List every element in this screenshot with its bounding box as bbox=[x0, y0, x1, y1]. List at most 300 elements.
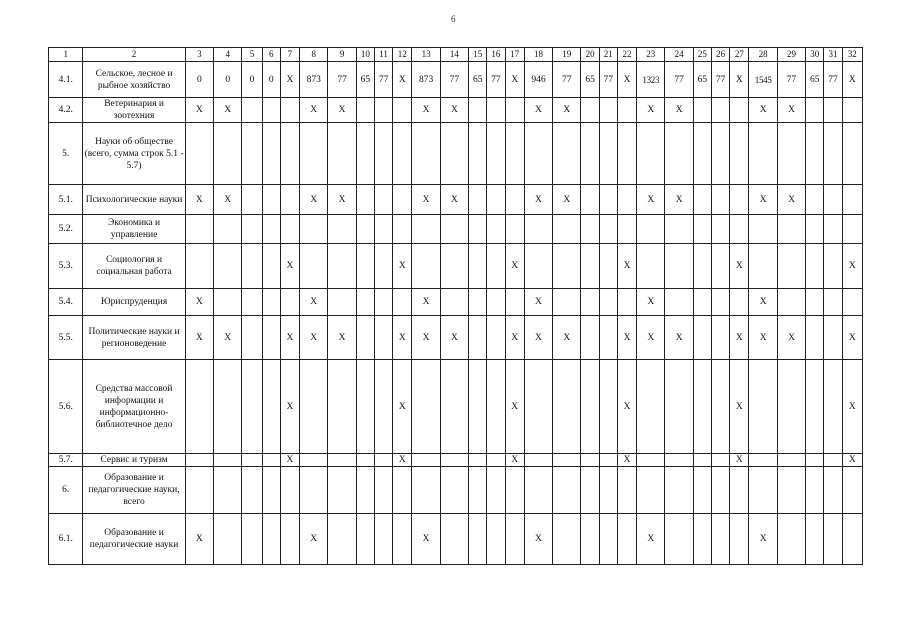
data-cell bbox=[356, 360, 374, 454]
data-cell bbox=[214, 123, 242, 185]
row-label: Политические науки и регионоведение bbox=[83, 316, 185, 360]
data-cell bbox=[693, 98, 711, 123]
data-cell bbox=[777, 244, 805, 289]
data-cell bbox=[440, 123, 468, 185]
data-cell bbox=[806, 244, 824, 289]
data-cell bbox=[262, 123, 280, 185]
data-cell bbox=[487, 360, 505, 454]
data-cell bbox=[469, 185, 487, 215]
data-cell bbox=[356, 215, 374, 244]
data-cell bbox=[242, 185, 262, 215]
data-cell bbox=[374, 244, 392, 289]
data-cell: 0 bbox=[185, 62, 213, 98]
data-cell: X bbox=[505, 454, 524, 467]
data-cell bbox=[328, 289, 356, 316]
row-code: 5.3. bbox=[49, 244, 83, 289]
table-row bbox=[49, 514, 863, 565]
data-cell bbox=[280, 215, 299, 244]
data-cell: X bbox=[777, 98, 805, 123]
data-cell bbox=[553, 514, 581, 565]
data-cell bbox=[262, 514, 280, 565]
data-cell: 77 bbox=[824, 62, 842, 98]
data-cell bbox=[842, 185, 862, 215]
data-cell: 873 bbox=[300, 62, 328, 98]
data-cell: X bbox=[749, 289, 777, 316]
data-cell bbox=[617, 185, 636, 215]
data-cell bbox=[374, 289, 392, 316]
data-cell: X bbox=[280, 316, 299, 360]
data-cell: X bbox=[393, 316, 412, 360]
data-cell bbox=[469, 215, 487, 244]
data-cell bbox=[806, 289, 824, 316]
data-cell: X bbox=[617, 316, 636, 360]
data-cell bbox=[777, 215, 805, 244]
data-cell bbox=[440, 289, 468, 316]
data-cell bbox=[374, 467, 392, 514]
data-cell bbox=[262, 360, 280, 454]
data-cell: X bbox=[412, 185, 440, 215]
data-cell bbox=[712, 244, 730, 289]
data-cell bbox=[749, 454, 777, 467]
data-cell: X bbox=[665, 98, 693, 123]
data-cell bbox=[806, 316, 824, 360]
row-label: Сельское, лесное и рыбное хозяйство bbox=[83, 62, 185, 98]
data-cell: X bbox=[553, 316, 581, 360]
data-cell bbox=[280, 514, 299, 565]
data-cell bbox=[505, 467, 524, 514]
data-cell bbox=[842, 215, 862, 244]
data-cell bbox=[356, 316, 374, 360]
data-cell bbox=[665, 289, 693, 316]
data-cell bbox=[712, 185, 730, 215]
data-cell: X bbox=[214, 316, 242, 360]
data-cell bbox=[749, 467, 777, 514]
data-cell bbox=[280, 123, 299, 185]
row-label: Ветеринария и зоотехния bbox=[83, 98, 185, 123]
row-label: Средства массовой информации и информационно-библиотечное дело bbox=[83, 360, 185, 454]
data-cell bbox=[599, 360, 617, 454]
data-cell bbox=[581, 215, 599, 244]
data-cell: X bbox=[328, 185, 356, 215]
data-cell bbox=[469, 514, 487, 565]
data-cell bbox=[553, 244, 581, 289]
data-cell: X bbox=[280, 244, 299, 289]
data-cell: X bbox=[842, 244, 862, 289]
data-cell bbox=[553, 215, 581, 244]
table-row bbox=[49, 244, 863, 289]
data-cell: 77 bbox=[712, 62, 730, 98]
data-cell bbox=[842, 98, 862, 123]
data-cell: X bbox=[637, 514, 665, 565]
data-cell bbox=[262, 289, 280, 316]
row-label: Образование и педагогические науки, всего bbox=[83, 467, 185, 514]
row-code: 4.1. bbox=[49, 62, 83, 98]
data-cell bbox=[553, 289, 581, 316]
column-number-header: 4 bbox=[214, 48, 242, 62]
data-cell bbox=[824, 98, 842, 123]
data-cell bbox=[553, 467, 581, 514]
data-cell bbox=[637, 123, 665, 185]
data-cell bbox=[393, 467, 412, 514]
data-cell: X bbox=[328, 316, 356, 360]
data-cell bbox=[581, 316, 599, 360]
data-cell: X bbox=[749, 185, 777, 215]
data-cell: 0 bbox=[214, 62, 242, 98]
data-cell: X bbox=[185, 185, 213, 215]
data-cell bbox=[242, 244, 262, 289]
data-cell bbox=[242, 316, 262, 360]
data-cell bbox=[712, 215, 730, 244]
data-cell bbox=[393, 123, 412, 185]
data-cell: X bbox=[730, 360, 749, 454]
data-cell bbox=[665, 123, 693, 185]
data-cell: X bbox=[440, 98, 468, 123]
data-cell bbox=[300, 123, 328, 185]
data-cell bbox=[665, 360, 693, 454]
data-cell bbox=[842, 514, 862, 565]
data-cell bbox=[824, 454, 842, 467]
data-cell bbox=[242, 123, 262, 185]
data-cell bbox=[356, 244, 374, 289]
data-cell bbox=[440, 514, 468, 565]
data-cell: X bbox=[505, 244, 524, 289]
data-cell bbox=[599, 289, 617, 316]
data-cell bbox=[242, 215, 262, 244]
data-cell bbox=[487, 244, 505, 289]
data-cell bbox=[599, 514, 617, 565]
data-cell: X bbox=[777, 185, 805, 215]
data-cell: X bbox=[524, 514, 552, 565]
column-number-header: 12 bbox=[393, 48, 412, 62]
table-row bbox=[49, 360, 863, 454]
data-cell bbox=[693, 289, 711, 316]
data-cell bbox=[581, 467, 599, 514]
data-cell: 0 bbox=[262, 62, 280, 98]
data-cell: X bbox=[300, 185, 328, 215]
row-label: Сервис и туризм bbox=[83, 454, 185, 467]
data-cell bbox=[185, 467, 213, 514]
table-header-row bbox=[49, 48, 863, 62]
data-cell bbox=[712, 514, 730, 565]
data-cell bbox=[553, 123, 581, 185]
data-cell bbox=[581, 123, 599, 185]
data-cell bbox=[356, 123, 374, 185]
data-cell bbox=[280, 467, 299, 514]
data-cell bbox=[524, 454, 552, 467]
data-cell bbox=[693, 467, 711, 514]
row-label: Социология и социальная работа bbox=[83, 244, 185, 289]
data-cell: X bbox=[842, 360, 862, 454]
table-row bbox=[49, 98, 863, 123]
data-cell bbox=[599, 244, 617, 289]
data-cell bbox=[262, 244, 280, 289]
data-cell: X bbox=[300, 316, 328, 360]
data-cell bbox=[469, 360, 487, 454]
data-cell bbox=[637, 244, 665, 289]
data-cell: 65 bbox=[693, 62, 711, 98]
data-cell: X bbox=[842, 62, 862, 98]
statistics-table bbox=[48, 47, 863, 565]
data-cell bbox=[185, 360, 213, 454]
data-cell bbox=[374, 454, 392, 467]
data-cell bbox=[469, 98, 487, 123]
data-cell: X bbox=[440, 185, 468, 215]
data-cell bbox=[842, 289, 862, 316]
data-cell bbox=[328, 360, 356, 454]
column-number-header: 1 bbox=[49, 48, 83, 62]
column-number-header: 19 bbox=[553, 48, 581, 62]
data-cell bbox=[487, 467, 505, 514]
data-cell bbox=[693, 454, 711, 467]
data-cell: X bbox=[730, 454, 749, 467]
data-cell bbox=[356, 514, 374, 565]
data-cell bbox=[487, 98, 505, 123]
data-cell: X bbox=[842, 454, 862, 467]
table-row bbox=[49, 123, 863, 185]
data-cell bbox=[505, 98, 524, 123]
data-cell bbox=[599, 185, 617, 215]
row-label: Юриспруденция bbox=[83, 289, 185, 316]
data-cell bbox=[777, 514, 805, 565]
data-cell bbox=[524, 360, 552, 454]
column-number-header: 8 bbox=[300, 48, 328, 62]
data-cell: 77 bbox=[440, 62, 468, 98]
data-cell bbox=[824, 215, 842, 244]
data-cell: X bbox=[185, 514, 213, 565]
data-cell bbox=[505, 514, 524, 565]
data-cell bbox=[824, 316, 842, 360]
data-cell: 77 bbox=[328, 62, 356, 98]
data-cell bbox=[712, 467, 730, 514]
row-code: 5.7. bbox=[49, 454, 83, 467]
data-cell bbox=[280, 98, 299, 123]
column-number-header: 26 bbox=[712, 48, 730, 62]
data-cell bbox=[777, 123, 805, 185]
data-cell bbox=[469, 454, 487, 467]
data-cell: 65 bbox=[469, 62, 487, 98]
data-cell: X bbox=[617, 244, 636, 289]
data-cell bbox=[487, 123, 505, 185]
data-cell bbox=[665, 244, 693, 289]
data-cell: 65 bbox=[581, 62, 599, 98]
data-cell bbox=[824, 360, 842, 454]
data-cell bbox=[328, 215, 356, 244]
data-cell bbox=[712, 98, 730, 123]
data-cell: X bbox=[300, 514, 328, 565]
table-row bbox=[49, 215, 863, 244]
data-cell bbox=[617, 467, 636, 514]
data-cell bbox=[262, 185, 280, 215]
column-number-header: 14 bbox=[440, 48, 468, 62]
data-cell bbox=[599, 467, 617, 514]
data-cell bbox=[393, 185, 412, 215]
row-code: 5. bbox=[49, 123, 83, 185]
data-cell bbox=[469, 244, 487, 289]
column-number-header: 16 bbox=[487, 48, 505, 62]
data-cell bbox=[185, 123, 213, 185]
data-cell bbox=[824, 514, 842, 565]
data-cell bbox=[665, 514, 693, 565]
data-cell bbox=[487, 454, 505, 467]
data-cell bbox=[300, 360, 328, 454]
data-cell bbox=[505, 289, 524, 316]
data-cell bbox=[637, 215, 665, 244]
column-number-header: 11 bbox=[374, 48, 392, 62]
data-cell bbox=[412, 244, 440, 289]
column-number-header: 18 bbox=[524, 48, 552, 62]
data-cell: X bbox=[280, 454, 299, 467]
row-code: 5.5. bbox=[49, 316, 83, 360]
data-cell bbox=[487, 185, 505, 215]
data-cell bbox=[393, 514, 412, 565]
data-cell: X bbox=[412, 514, 440, 565]
data-cell bbox=[412, 215, 440, 244]
data-cell: X bbox=[553, 185, 581, 215]
data-cell bbox=[412, 454, 440, 467]
column-number-header: 31 bbox=[824, 48, 842, 62]
data-cell bbox=[469, 316, 487, 360]
data-cell: 77 bbox=[599, 62, 617, 98]
data-cell: 77 bbox=[374, 62, 392, 98]
data-cell bbox=[214, 514, 242, 565]
data-cell bbox=[599, 215, 617, 244]
data-cell bbox=[262, 467, 280, 514]
column-number-header: 21 bbox=[599, 48, 617, 62]
data-cell: X bbox=[185, 316, 213, 360]
data-cell bbox=[440, 454, 468, 467]
data-cell bbox=[730, 185, 749, 215]
data-cell bbox=[599, 454, 617, 467]
data-cell bbox=[693, 244, 711, 289]
column-number-header: 3 bbox=[185, 48, 213, 62]
table-row bbox=[49, 454, 863, 467]
data-cell: X bbox=[665, 316, 693, 360]
data-cell bbox=[524, 215, 552, 244]
data-cell: 77 bbox=[665, 62, 693, 98]
table-row bbox=[49, 467, 863, 514]
data-cell bbox=[637, 360, 665, 454]
data-cell bbox=[214, 215, 242, 244]
data-cell bbox=[374, 215, 392, 244]
data-cell: X bbox=[393, 360, 412, 454]
data-cell bbox=[712, 316, 730, 360]
data-cell bbox=[328, 244, 356, 289]
column-number-header: 6 bbox=[262, 48, 280, 62]
data-cell bbox=[185, 215, 213, 244]
data-cell bbox=[262, 98, 280, 123]
row-code: 5.1. bbox=[49, 185, 83, 215]
data-cell bbox=[440, 244, 468, 289]
data-cell: X bbox=[617, 62, 636, 98]
data-cell bbox=[581, 289, 599, 316]
data-cell bbox=[524, 123, 552, 185]
data-cell bbox=[842, 123, 862, 185]
data-cell: X bbox=[393, 454, 412, 467]
data-cell bbox=[487, 215, 505, 244]
data-cell bbox=[693, 215, 711, 244]
data-cell bbox=[693, 316, 711, 360]
data-cell bbox=[469, 467, 487, 514]
data-cell bbox=[356, 185, 374, 215]
data-cell bbox=[777, 289, 805, 316]
data-cell bbox=[214, 360, 242, 454]
data-cell bbox=[412, 360, 440, 454]
data-cell bbox=[617, 98, 636, 123]
data-cell bbox=[806, 514, 824, 565]
data-cell bbox=[185, 454, 213, 467]
data-cell bbox=[599, 123, 617, 185]
data-cell bbox=[374, 185, 392, 215]
data-cell bbox=[242, 514, 262, 565]
data-cell bbox=[824, 244, 842, 289]
data-cell bbox=[328, 123, 356, 185]
data-cell: X bbox=[637, 316, 665, 360]
data-cell bbox=[214, 467, 242, 514]
data-cell bbox=[599, 316, 617, 360]
column-number-header: 28 bbox=[749, 48, 777, 62]
data-cell bbox=[665, 467, 693, 514]
data-cell: X bbox=[553, 98, 581, 123]
data-cell bbox=[440, 215, 468, 244]
data-cell: X bbox=[524, 185, 552, 215]
column-number-header: 9 bbox=[328, 48, 356, 62]
data-cell bbox=[806, 98, 824, 123]
data-cell bbox=[777, 454, 805, 467]
data-cell: X bbox=[412, 98, 440, 123]
data-cell: X bbox=[185, 289, 213, 316]
row-label: Образование и педагогические науки bbox=[83, 514, 185, 565]
data-cell bbox=[440, 467, 468, 514]
data-cell: X bbox=[730, 316, 749, 360]
data-cell bbox=[242, 98, 262, 123]
data-cell: X bbox=[665, 185, 693, 215]
row-code: 4.2. bbox=[49, 98, 83, 123]
data-cell bbox=[505, 215, 524, 244]
data-cell bbox=[280, 289, 299, 316]
column-number-header: 29 bbox=[777, 48, 805, 62]
data-cell bbox=[524, 244, 552, 289]
data-cell bbox=[665, 215, 693, 244]
column-number-header: 13 bbox=[412, 48, 440, 62]
data-cell bbox=[328, 454, 356, 467]
data-cell: X bbox=[412, 289, 440, 316]
data-cell bbox=[487, 316, 505, 360]
column-number-header: 25 bbox=[693, 48, 711, 62]
data-cell bbox=[374, 514, 392, 565]
data-cell bbox=[487, 289, 505, 316]
data-cell: 0 bbox=[242, 62, 262, 98]
data-cell bbox=[374, 316, 392, 360]
data-cell bbox=[693, 360, 711, 454]
data-cell bbox=[581, 514, 599, 565]
data-cell bbox=[806, 360, 824, 454]
data-cell bbox=[824, 289, 842, 316]
data-cell bbox=[749, 123, 777, 185]
column-number-header: 10 bbox=[356, 48, 374, 62]
data-cell bbox=[356, 454, 374, 467]
data-cell bbox=[469, 123, 487, 185]
data-cell bbox=[242, 454, 262, 467]
data-cell: X bbox=[524, 98, 552, 123]
data-cell bbox=[665, 454, 693, 467]
column-number-header: 24 bbox=[665, 48, 693, 62]
data-cell bbox=[730, 215, 749, 244]
column-number-header: 7 bbox=[280, 48, 299, 62]
data-cell bbox=[262, 215, 280, 244]
data-cell bbox=[262, 454, 280, 467]
data-cell: X bbox=[637, 98, 665, 123]
data-cell: 1545 bbox=[749, 62, 777, 98]
